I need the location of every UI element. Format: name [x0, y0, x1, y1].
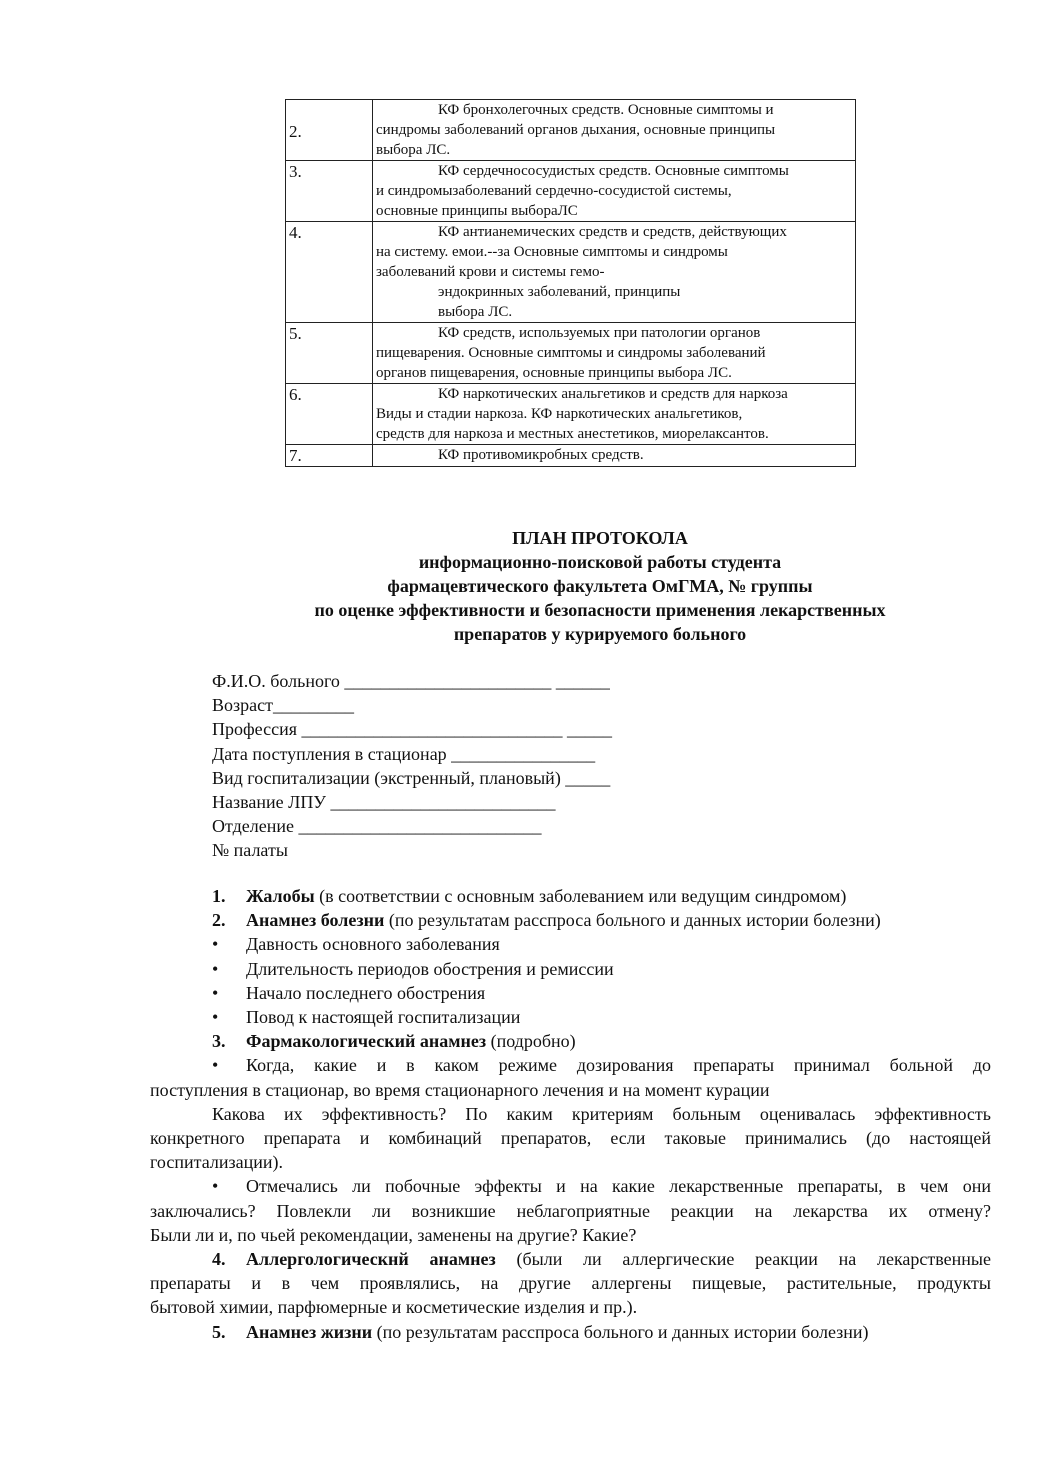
table-row [286, 100, 856, 161]
row-text-line: органов пищеварения, основные принципы выбора ЛС. [376, 365, 732, 381]
section-complaints [150, 884, 991, 908]
bullet: • [212, 1055, 219, 1076]
section-note: (по результатам расспроса больного и данных истории болезни) [384, 910, 881, 931]
section-note: (были ли аллергические реакции на лекарственные [495, 1249, 991, 1270]
table-row [286, 323, 856, 384]
hospitalization-type-field: Вид госпитализации (экстренный, плановый) _____ [212, 767, 611, 788]
section-pharmacological-history [150, 1029, 991, 1053]
row-text-line: заболеваний крови и системы гемо- [376, 264, 605, 280]
patient-fields [212, 669, 812, 863]
admission-date-field: Дата поступления в стационар ________________ [212, 743, 596, 764]
paragraph-line: госпитализации). [150, 1152, 283, 1173]
department-field: Отделение ___________________________ [212, 816, 542, 837]
paragraph-line: конкретного препарата и комбинаций препаратов, если таковые принимались (до настоящей [150, 1128, 991, 1149]
bullet: • [212, 1007, 219, 1028]
section-title: Жалобы [246, 886, 315, 906]
list-item: • Длительность периодов обострения и ремиссии [150, 957, 991, 981]
section-title: Аллергологическнй анамнез [246, 1249, 496, 1270]
paragraph-line: препараты и в чем проявлялись, на другие аллергены пищевые, растительные, продукты [150, 1273, 991, 1294]
row-number: 5. [289, 324, 302, 343]
age-field: Возраст_________ [212, 695, 354, 716]
bullet: • [212, 1176, 219, 1197]
document-title [180, 526, 1020, 646]
section-number: 1. [212, 886, 226, 906]
profession-field: Профессия _____________________________ _____ [212, 719, 612, 740]
protocol-sections [150, 884, 991, 1344]
row-text-line: КФ противомикробных средств. [438, 447, 644, 463]
list-item: • Повод к настоящей госпитализации [150, 1005, 991, 1029]
row-number: 6. [289, 385, 302, 404]
title-line: фармацевтического факультета ОмГМА, № группы [387, 576, 813, 596]
row-text-line: КФ наркотических анальгетиков и средств для наркоза [438, 386, 788, 402]
paragraph-line: Были ли и, по чьей рекомендации, заменены на другие? Какие? [150, 1224, 637, 1245]
bullet: • [212, 958, 219, 979]
table-row [286, 161, 856, 222]
row-text-line: основные принципы выбораЛС [376, 203, 578, 219]
list-item: • Начало последнего обострения [150, 981, 991, 1005]
row-text-line: и синдромызаболеваний сердечно-сосудистой системы, [376, 183, 732, 199]
row-text-line: пищеварения. Основные симптомы и синдромы заболеваний [376, 345, 766, 361]
section-disease-history [150, 908, 991, 932]
list-item: • Давность основного заболевания [150, 932, 991, 956]
table-row [286, 222, 856, 323]
row-text-line: КФ средств, используемых при патологии органов [438, 325, 761, 341]
table-row [286, 445, 856, 467]
section-title: Анамнез болезни [246, 910, 385, 931]
title-line: ПЛАН ПРОТОКОЛА [512, 528, 688, 548]
row-text-line: Виды и стадии наркоза. КФ наркотических анальгетиков, [376, 406, 743, 422]
row-text-line: синдромы заболеваний органов дыхания, основные принципы [376, 122, 776, 138]
section-number: 5. [212, 1321, 226, 1342]
lpu-name-field: Название ЛПУ _________________________ [212, 792, 556, 813]
row-text-line: средств для наркоза и местных анестетиков, миорелаксантов. [376, 426, 769, 442]
row-text-line: на систему. емои.--за Основные симптомы и синдромы [376, 244, 728, 260]
section-allergy-history [150, 1247, 991, 1271]
table-row [286, 384, 856, 445]
paragraph-line: бытовой химии, парфюмерные и косметические изделия и пр.). [150, 1297, 638, 1318]
row-text-line: выбора ЛС. [438, 304, 513, 320]
paragraph-line: • Когда, какие и в каком режиме дозирования препараты принимал больной до [150, 1053, 991, 1077]
paragraph-line: поступления в стационар, во время стационарного лечения и на момент курации [150, 1079, 770, 1100]
row-text-line: выбора ЛС. [376, 142, 451, 158]
section-number: 3. [212, 1031, 226, 1052]
row-number: 3. [289, 162, 302, 181]
section-life-history [150, 1320, 991, 1344]
row-text-line: КФ сердечнососудистых средств. Основные симптомы [438, 163, 789, 179]
title-line: информационно-поисковой работы студента [418, 552, 782, 572]
row-text-line: КФ бронхолегочных средств. Основные симптомы и [438, 102, 774, 118]
section-title: Фармакологический анамнез [246, 1031, 487, 1052]
row-text-line: КФ антианемических средств и средств, действующих [438, 224, 787, 240]
fio-field: Ф.И.О. больного _______________________ ______ [212, 671, 610, 691]
section-number: 2. [212, 910, 226, 931]
row-text-line: эндокринных заболеваний, принципы [438, 284, 681, 300]
section-note: (в соответствии с основным заболеванием или ведущим синдромом) [314, 886, 847, 906]
section-number: 4. [212, 1249, 226, 1270]
row-number: 4. [289, 223, 302, 242]
row-number: 2. [289, 122, 302, 141]
paragraph-line: заключались? Повлекли ли возникшие неблагоприятные реакции на лекарства их отмену? [150, 1200, 991, 1221]
title-line: по оценке эффективности и безопасности применения лекарственных [314, 600, 886, 620]
bullet: • [212, 982, 219, 1003]
ward-field: № палаты [212, 840, 288, 861]
paragraph-line: • Отмечались ли побочные эффекты и на какие лекарственные препараты, в чем они [150, 1174, 991, 1198]
paragraph-line: Какова их эффективность? По каким критериям больным оценивалась эффективность [212, 1103, 991, 1124]
section-note: (подробно) [486, 1031, 576, 1052]
topics-table [285, 99, 856, 467]
bullet: • [212, 934, 219, 955]
title-line: препаратов у курируемого больного [453, 624, 747, 644]
section-title: Анамнез жизни [246, 1321, 373, 1342]
section-note: (по результатам расспроса больного и данных истории болезни) [372, 1321, 869, 1342]
row-number: 7. [289, 446, 302, 465]
